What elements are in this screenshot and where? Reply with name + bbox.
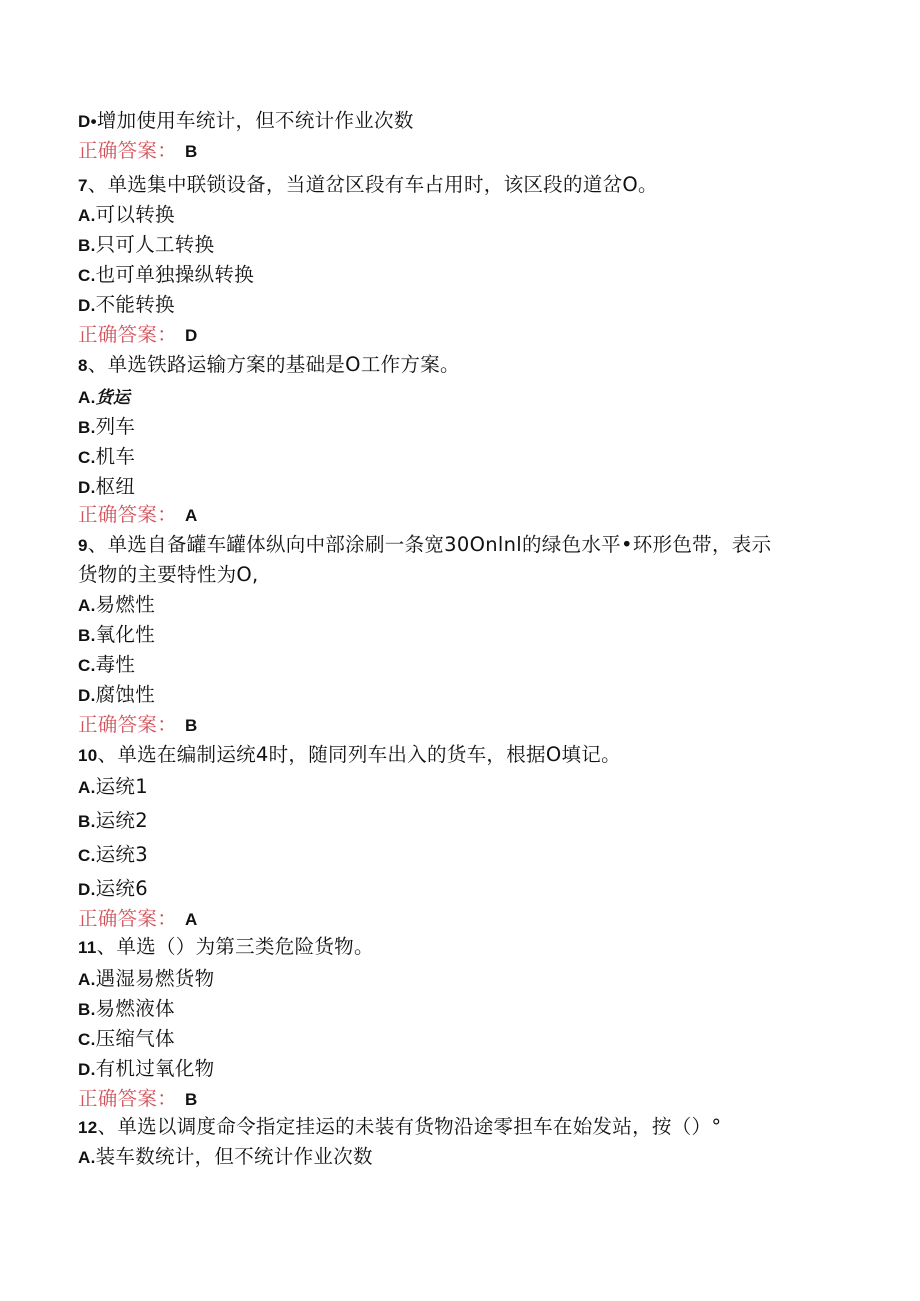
option-text: 增加使用车统计，但不统计作业次数	[96, 109, 414, 132]
option-text: 运统1	[95, 775, 148, 798]
answer-prefix: 正确答案：	[78, 323, 178, 346]
option-line	[78, 774, 148, 801]
question-line	[78, 934, 374, 961]
question-text: 、单选集中联锁设备，当道岔区段有车占用时，该区段的道岔O。	[87, 173, 658, 196]
option-line	[78, 232, 214, 259]
option-text: 装车数统计，但不统计作业次数	[95, 1145, 373, 1168]
option-text: 有机过氧化物	[95, 1057, 215, 1080]
continuation-text: 货物的主要特性为O,	[78, 563, 259, 586]
answer-value: B	[185, 142, 198, 161]
option-label: B.	[78, 236, 96, 255]
option-line	[78, 842, 148, 869]
option-line	[78, 292, 175, 319]
option-label: D.	[78, 1060, 96, 1079]
option-line	[78, 996, 175, 1023]
option-label: A.	[78, 778, 96, 797]
option-text: 可以转换	[95, 203, 175, 226]
option-label: D.	[78, 296, 96, 315]
option-text: 枢纽	[95, 475, 136, 498]
question-text: 、单选以调度命令指定挂运的未装有货物沿途零担车在始发站，按（）°	[97, 1115, 722, 1138]
option-line	[78, 682, 155, 709]
option-label: A.	[78, 388, 96, 407]
answer-prefix: 正确答案：	[78, 139, 178, 162]
question-line	[78, 532, 771, 559]
text-line	[78, 562, 259, 588]
option-label: A.	[78, 1148, 96, 1167]
question-line	[78, 352, 460, 379]
option-text: 运统2	[95, 809, 148, 832]
option-text: 易燃液体	[95, 997, 175, 1020]
option-line	[78, 966, 214, 993]
answer-line	[78, 1086, 198, 1113]
option-text: 只可人工转换	[95, 233, 215, 256]
answer-line	[78, 322, 198, 349]
option-text: 腐蚀性	[95, 683, 156, 706]
option-text: 不能转换	[95, 293, 175, 316]
answer-value: B	[185, 716, 198, 735]
option-text: 列车	[95, 415, 136, 438]
option-label: B.	[78, 812, 96, 831]
option-text: 运统3	[95, 843, 148, 866]
option-text: 毒性	[95, 653, 136, 676]
option-label: B.	[78, 1000, 96, 1019]
option-line	[78, 1026, 175, 1053]
option-line	[78, 414, 135, 441]
question-line	[78, 172, 658, 199]
option-text: 压缩气体	[95, 1027, 175, 1050]
question-line	[78, 742, 621, 769]
question-text: 、单选自备罐车罐体纵向中部涂刷一条宽30Onlnl的绿色水平•环形色带，表示	[87, 533, 772, 556]
question-number: 7	[78, 176, 88, 195]
option-text: 遇湿易燃货物	[95, 967, 215, 990]
question-number: 8	[78, 356, 88, 375]
answer-prefix: 正确答案：	[78, 503, 178, 526]
option-line	[78, 1056, 214, 1083]
question-number: 10	[78, 746, 98, 765]
answer-prefix: 正确答案：	[78, 907, 178, 930]
answer-value: D	[185, 326, 198, 345]
answer-value: B	[185, 1090, 198, 1109]
option-label: A.	[78, 206, 96, 225]
option-label: D.	[78, 478, 96, 497]
question-text: 、单选在编制运统4时，随同列车出入的货车，根据O填记。	[97, 743, 621, 766]
option-line	[78, 262, 254, 289]
option-line	[78, 384, 130, 411]
answer-line	[78, 906, 198, 933]
question-number: 11	[78, 938, 97, 957]
option-label: C.	[78, 266, 96, 285]
option-label: C.	[78, 846, 96, 865]
option-line	[78, 108, 414, 135]
answer-line	[78, 502, 198, 529]
question-number: 9	[78, 536, 88, 555]
option-text: 运统6	[95, 877, 148, 900]
question-text: 、单选（）为第三类危险货物。	[96, 935, 374, 958]
question-text: 、单选铁路运输方案的基础是O工作方案。	[87, 353, 460, 376]
option-text: 机车	[95, 445, 136, 468]
option-label: D•	[78, 112, 97, 131]
option-line	[78, 474, 135, 501]
answer-line	[78, 712, 198, 739]
answer-prefix: 正确答案：	[78, 713, 178, 736]
option-label: D.	[78, 686, 96, 705]
option-label: C.	[78, 656, 96, 675]
option-line	[78, 622, 155, 649]
option-label: A.	[78, 596, 96, 615]
answer-value: A	[185, 910, 198, 929]
question-line	[78, 1114, 721, 1141]
option-line	[78, 1144, 373, 1171]
answer-value: A	[185, 506, 198, 525]
option-text: 易燃性	[95, 593, 156, 616]
option-label: D.	[78, 880, 96, 899]
answer-line	[78, 138, 198, 165]
option-text: 氧化性	[95, 623, 156, 646]
option-label: C.	[78, 1030, 96, 1049]
option-text: 货运	[95, 388, 131, 408]
answer-prefix: 正确答案：	[78, 1087, 178, 1110]
option-line	[78, 652, 135, 679]
question-number: 12	[78, 1118, 98, 1137]
option-label: B.	[78, 626, 96, 645]
option-line	[78, 592, 155, 619]
option-label: B.	[78, 418, 96, 437]
option-text: 也可单独操纵转换	[95, 263, 255, 286]
option-line	[78, 444, 135, 471]
option-label: A.	[78, 970, 96, 989]
option-line	[78, 202, 175, 229]
option-line	[78, 876, 148, 903]
option-line	[78, 808, 148, 835]
option-label: C.	[78, 448, 96, 467]
